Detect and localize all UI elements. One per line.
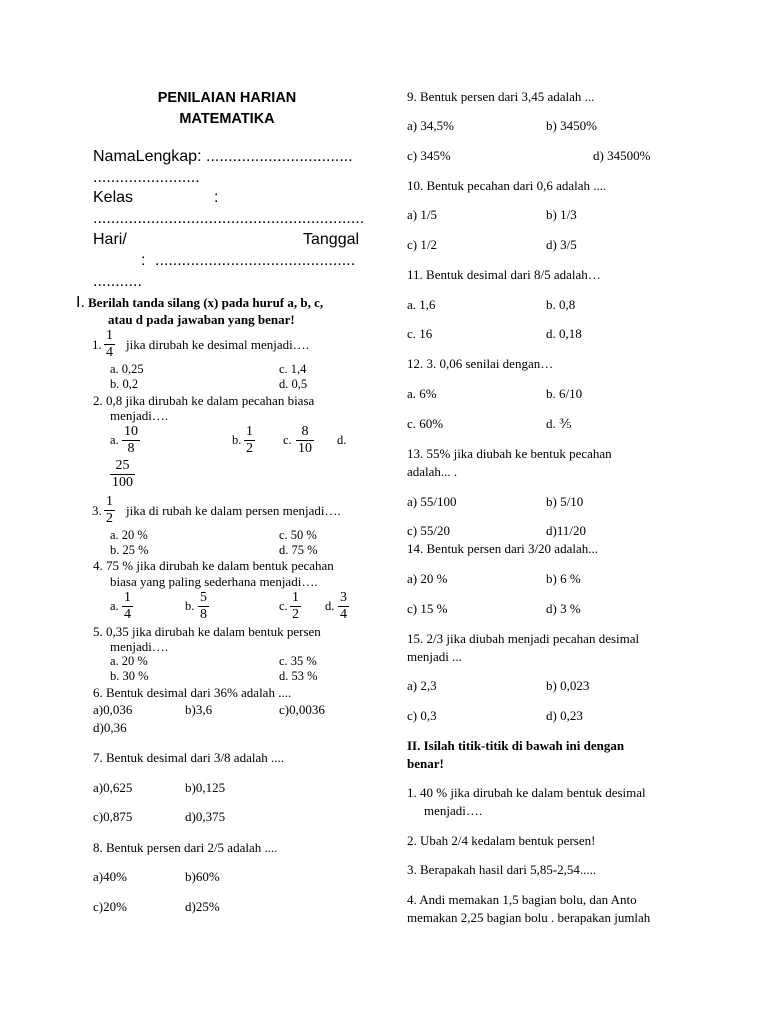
q6-text: 6. Bentuk desimal dari 36% adalah .... (93, 685, 292, 700)
q6-option-a: a)0,036 (93, 702, 133, 717)
q15-text-2: menjadi ... (407, 649, 462, 664)
q2-option-a-label: a. (110, 433, 119, 447)
q8-option-d: d)25% (185, 899, 220, 914)
q9-text: 9. Bentuk persen dari 3,45 adalah ... (407, 89, 595, 104)
q10-option-d: d) 3/5 (546, 237, 577, 252)
kelas-dots: ............................................................. (93, 210, 365, 227)
q13-option-a: a) 55/100 (407, 494, 457, 509)
q10-option-a: a) 1/5 (407, 207, 437, 222)
q7-option-a: a)0,625 (93, 780, 133, 795)
q2-a-num: 10 (124, 424, 138, 439)
q2-d-num: 25 (115, 458, 130, 473)
q4-option-d-label: d. (325, 599, 335, 613)
q3-frac-num: 1 (106, 494, 113, 509)
q6-option-c: c)0,0036 (279, 702, 325, 717)
q2-option-d-label: d. (337, 433, 347, 447)
q10-option-c: c) 1/2 (407, 237, 437, 252)
q7-option-b: b)0,125 (185, 780, 226, 795)
q14-text: 14. Bentuk persen dari 3/20 adalah... (407, 541, 598, 556)
q9-option-d: d) 34500% (593, 148, 651, 163)
q12-option-b: b. 6/10 (546, 386, 583, 401)
q12-option-c: c. 60% (407, 416, 444, 431)
q8-text: 8. Bentuk persen dari 2/5 adalah .... (93, 840, 278, 855)
q2-b-num: 1 (246, 424, 253, 439)
q4-b-num: 5 (200, 590, 207, 605)
nama-dots-1: ................................. (206, 148, 353, 165)
q8-option-b: b)60% (185, 869, 220, 884)
section-2-title-1: II. Isilah titik-titik di bawah ini dengan (407, 738, 625, 753)
q12-text: 12. 3. 0,06 senilai dengan… (407, 356, 554, 371)
q1-text: jika dirubah ke desimal menjadi…. (126, 337, 310, 352)
q2-option-d-fraction (110, 458, 135, 491)
q2-a-den: 8 (122, 440, 140, 457)
section-1-instruction-2: atau d pada jawaban yang benar! (108, 312, 295, 327)
q4-option-c-label: c. (279, 599, 288, 613)
q4-a-num: 1 (124, 590, 131, 605)
q2-c-den: 10 (298, 441, 312, 456)
q15-option-b: b) 0,023 (546, 678, 590, 693)
q15-option-a: a) 2,3 (407, 678, 437, 693)
section-2-title-2: benar! (407, 756, 444, 771)
q6-option-d: d)0,36 (93, 720, 127, 735)
q4-option-a-fraction (122, 590, 133, 623)
q11-option-a: a. 1,6 (407, 297, 436, 312)
q1-option-d: d. 0,5 (279, 377, 308, 391)
q10-text: 10. Bentuk pecahan dari 0,6 adalah .... (407, 178, 607, 193)
q12-option-a: a. 6% (407, 386, 437, 401)
q5-text-2: menjadi…. (110, 639, 169, 654)
essay-2: 2. Ubah 2/4 kedalam bentuk persen! (407, 833, 596, 848)
q2-option-a-fraction (122, 424, 140, 457)
hari-dots-2: ........... (93, 273, 142, 290)
q3-option-d: d. 75 % (279, 543, 318, 557)
nama-label: NamaLengkap: (93, 148, 202, 165)
q1-option-c: c. 1,4 (279, 362, 307, 376)
q4-b-den: 8 (200, 607, 207, 622)
q12-option-d: d. ⅗ (546, 416, 572, 431)
q11-option-d: d. 0,18 (546, 326, 582, 341)
q4-d-den: 4 (340, 607, 347, 622)
q5-option-b: b. 30 % (110, 669, 149, 683)
q15-option-d: d) 0,23 (546, 708, 583, 723)
hari-dots-1: ............................................. (155, 252, 356, 269)
essay-4-line-1: 4. Andi memakan 1,5 bagian bolu, dan Anto (407, 892, 637, 907)
q15-option-c: c) 0,3 (407, 708, 437, 723)
q14-option-b: b) 6 % (546, 571, 581, 586)
q15-text-1: 15. 2/3 jika diubah menjadi pecahan desimal (407, 631, 640, 646)
q7-option-d: d)0,375 (185, 809, 226, 824)
essay-4-line-2: memakan 2,25 bagian bolu . berapakan jumlah (407, 910, 651, 925)
q1-frac-den: 4 (106, 345, 113, 360)
q4-text-1: 4. 75 % jika dirubah ke dalam bentuk pecahan (93, 558, 334, 573)
q4-option-c-fraction (290, 590, 301, 623)
q3-text: jika di rubah ke dalam persen menjadi…. (126, 503, 341, 518)
q2-d-den: 100 (112, 475, 133, 490)
q13-text-1: 13. 55% jika diubah ke bentuk pecahan (407, 446, 612, 461)
q14-option-a: a) 20 % (407, 571, 448, 586)
q4-c-num: 1 (292, 590, 299, 605)
q9-option-b: b) 3450% (546, 118, 597, 133)
q1-number: 1. (92, 337, 102, 352)
essay-1-line-2: menjadi…. (424, 803, 483, 818)
q3-option-b: b. 25 % (110, 543, 149, 557)
essay-1-line-1: 1. 40 % jika dirubah ke dalam bentuk desimal (407, 785, 646, 800)
section-1-roman: I. (76, 294, 85, 311)
q11-text: 11. Bentuk desimal dari 8/5 adalah… (407, 267, 601, 282)
q2-c-num: 8 (301, 424, 309, 439)
q13-option-b: b) 5/10 (546, 494, 584, 509)
q3-frac-den: 2 (106, 511, 113, 526)
q5-option-d: d. 53 % (279, 669, 318, 683)
q4-c-den: 2 (292, 607, 299, 622)
q10-option-b: b) 1/3 (546, 207, 577, 222)
tanggal-label: Tanggal (303, 231, 360, 248)
q4-text-2: biasa yang paling sederhana menjadi…. (110, 574, 318, 589)
q14-option-d: d) 3 % (546, 601, 581, 616)
q14-option-c: c) 15 % (407, 601, 448, 616)
q9-option-a: a) 34,5% (407, 118, 454, 133)
q2-text-2: menjadi…. (110, 408, 169, 423)
q6-option-b: b)3,6 (185, 702, 213, 717)
q2-option-b-label: b. (232, 433, 242, 447)
q9-option-c: c) 345% (407, 148, 451, 163)
kelas-label: Kelas (93, 189, 134, 206)
q11-option-c: c. 16 (407, 326, 433, 341)
q4-option-d-fraction (338, 590, 349, 623)
q3-fraction (104, 494, 115, 527)
kelas-colon: : (214, 189, 219, 206)
q7-option-c: c)0,875 (93, 809, 133, 824)
q4-d-num: 3 (340, 590, 347, 605)
q8-option-c: c)20% (93, 899, 127, 914)
q2-option-b-fraction (244, 424, 255, 457)
q3-number: 3. (92, 503, 102, 518)
q4-option-b-fraction (198, 590, 209, 623)
q1-option-b: b. 0,2 (110, 377, 139, 391)
q3-option-a: a. 20 % (110, 528, 148, 542)
title-line-1: PENILAIAN HARIAN (157, 90, 297, 106)
q1-fraction (104, 328, 115, 361)
q7-text: 7. Bentuk desimal dari 3/8 adalah .... (93, 750, 284, 765)
q5-option-a: a. 20 % (110, 654, 148, 668)
q3-option-c: c. 50 % (279, 528, 317, 542)
q13-option-d: d)11/20 (546, 523, 586, 538)
q4-option-b-label: b. (185, 599, 195, 613)
essay-3: 3. Berapakah hasil dari 5,85-2,54..... (407, 862, 597, 877)
section-1-instruction-1: Berilah tanda silang (x) pada huruf a, b, c, (88, 295, 324, 310)
q13-option-c: c) 55/20 (407, 523, 450, 538)
q13-text-2: adalah... . (407, 464, 458, 479)
q5-text-1: 5. 0,35 jika dirubah ke dalam bentuk persen (93, 624, 321, 639)
q4-option-a-label: a. (110, 599, 119, 613)
hari-label: Hari/ (93, 231, 127, 248)
q2-option-c-label: c. (283, 433, 292, 447)
q4-a-den: 4 (124, 607, 131, 622)
nama-dots-2: ........................ (93, 169, 200, 186)
q5-option-c: c. 35 % (279, 654, 317, 668)
q2-text-1: 2. 0,8 jika dirubah ke dalam pecahan biasa (93, 393, 315, 408)
title-line-2: MATEMATIKA (179, 111, 275, 127)
q1-option-a: a. 0,25 (110, 362, 144, 376)
hari-colon: : (141, 252, 146, 269)
q11-option-b: b. 0,8 (546, 297, 576, 312)
q1-frac-num: 1 (106, 328, 113, 343)
q2-b-den: 2 (246, 441, 253, 456)
q2-option-c-fraction (296, 424, 314, 457)
q8-option-a: a)40% (93, 869, 127, 884)
